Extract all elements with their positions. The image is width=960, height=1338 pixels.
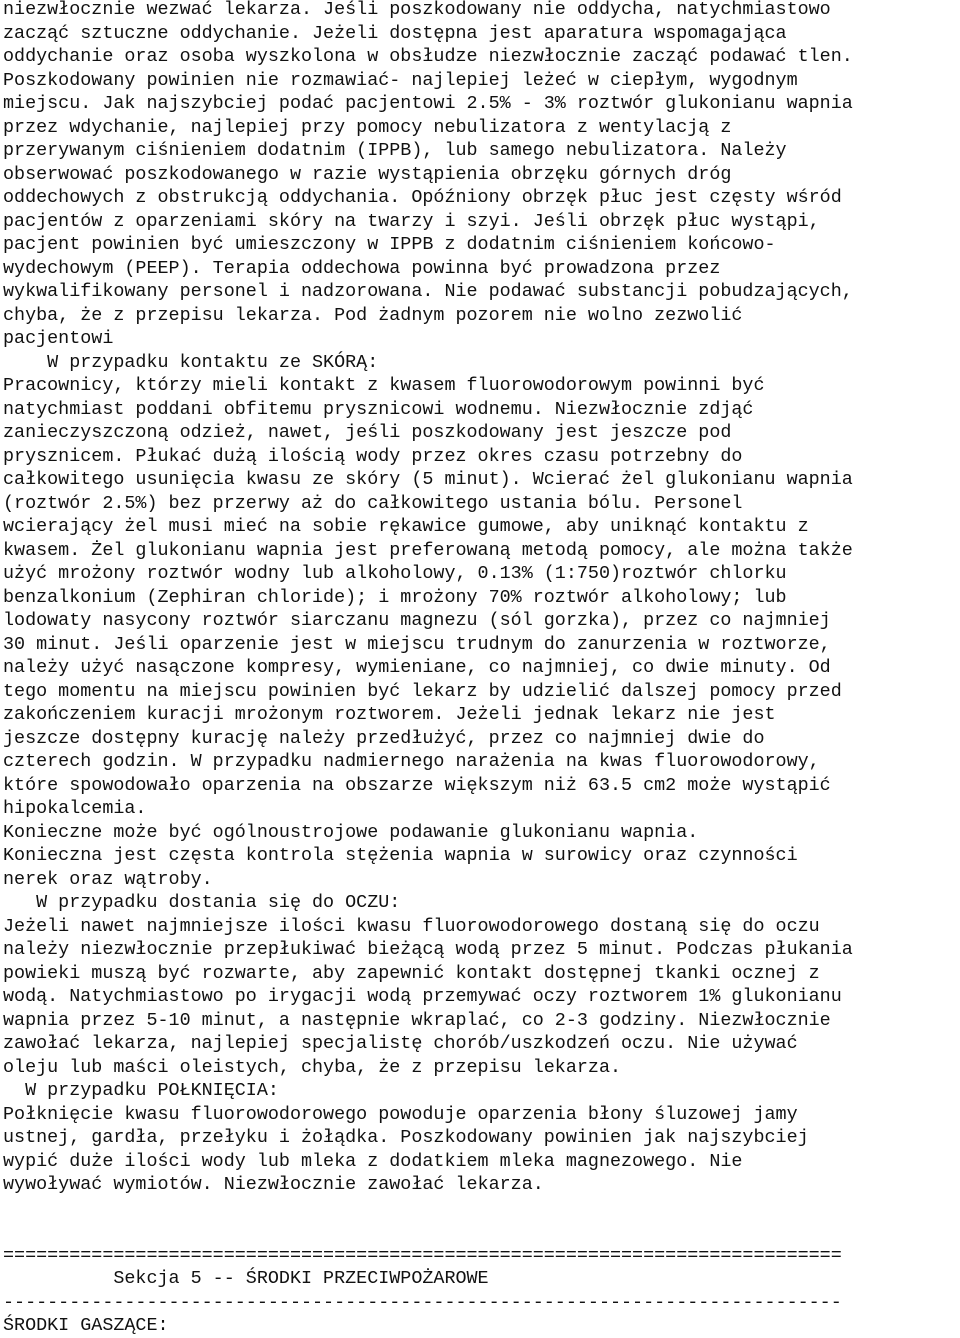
text-line: które spowodowało oparzenia na obszarze większym niż 63.5 cm2 może wystąpić — [3, 774, 831, 796]
text-line: Konieczna jest częsta kontrola stężenia wapnia w surowicy oraz czynności — [3, 845, 798, 866]
section-spacer — [3, 1197, 960, 1244]
text-line: (roztwór 2.5%) bez przerwy aż do całkowitego ustania bólu. Personel — [3, 492, 743, 514]
text-line: pacjentów z oparzeniami skóry na twarzy i szyi. Jeśli obrzęk płuc wystąpi, — [3, 210, 820, 232]
text-line: obserwować poszkodowanego w razie wystąpienia obrzęku górnych dróg — [3, 163, 732, 185]
text-line: czterech godzin. W przypadku nadmiernego narażenia na kwas fluorowodorowy, — [3, 751, 820, 772]
text-line: lodowaty nasycony roztwór siarczanu magnezu (sól gorzka), przez co najmniej — [3, 610, 831, 631]
text-line: natychmiast poddani obfitemu prysznicowi wodnemu. Niezwłocznie zdjąć — [3, 398, 754, 420]
text-line: Pracownicy, którzy mieli kontakt z kwasem fluorowodorowym powinni być — [3, 375, 765, 396]
text-line: zakończeniem kuracji mrożonym roztworem. Jeżeli jednak lekarz nie jest — [3, 704, 776, 725]
section-title: Sekcja 5 -- ŚRODKI PRZECIWPOŻAROWE — [3, 1268, 489, 1289]
text-line: ustnej, gardła, przełyku i żołądka. Poszkodowany powinien jak najszybciej — [3, 1127, 809, 1148]
text-line: wapnia przez 5-10 minut, a następnie wkraplać, co 2-3 godziny. Niezwłocznie — [3, 1009, 831, 1031]
text-line: zawołać lekarza, najlepiej specjalistę chorób/uszkodzeń oczu. Nie używać — [3, 1033, 798, 1054]
text-line: chyba, że z przepisu lekarza. Pod żadnym pozorem nie wolno zezwolić — [3, 304, 743, 326]
extinguishing-media-heading: ŚRODKI GASZĄCE: — [3, 1315, 169, 1336]
text-line: prysznicem. Płukać dużą ilością wody przez okres czasu potrzebny do — [3, 445, 743, 467]
text-line: 30 minut. Jeśli oparzenie jest w miejscu trudnym do zanurzenia w roztworze, — [3, 633, 831, 655]
text-line: W przypadku POŁKNIĘCIA: — [3, 1080, 279, 1101]
text-line: należy użyć nasączone kompresy, wymieniane, co najmniej, co dwie minuty. Od — [3, 657, 831, 678]
text-line: użyć mrożony roztwór wodny lub alkoholowy, 0.13% (1:750)roztwór chlorku — [3, 563, 787, 584]
text-line: pacjent powinien być umieszczony w IPPB z dodatnim ciśnieniem końcowo- — [3, 234, 776, 255]
document-body — [3, 0, 960, 1197]
text-line: należy niezwłocznie przepłukiwać bieżącą wodą przez 5 minut. Podczas płukania — [3, 939, 853, 960]
text-line: zacząć sztuczne oddychanie. Jeżeli dostępna jest aparatura wspomagająca — [3, 22, 787, 44]
text-line: niezwłocznie wezwać lekarza. Jeśli poszkodowany nie oddycha, natychmiastowo — [3, 0, 831, 20]
text-line: wydechowym (PEEP). Terapia oddechowa powinna być prowadzona przez — [3, 257, 721, 279]
text-line: hipokalcemia. — [3, 798, 147, 819]
text-line: Jeżeli nawet najmniejsze ilości kwasu fluorowodorowego dostaną się do oczu — [3, 915, 820, 937]
text-line: Połknięcie kwasu fluorowodorowego powoduje oparzenia błony śluzowej jamy — [3, 1103, 798, 1125]
text-line: benzalkonium (Zephiran chloride); i mrożony 70% roztwór alkoholowy; lub — [3, 586, 787, 608]
text-line: wcierający żel musi mieć na sobie rękawice gumowe, aby uniknąć kontaktu z — [3, 516, 809, 537]
text-line: całkowitego usunięcia kwasu ze skóry (5 minut). Wcierać żel glukonianu wapnia — [3, 469, 853, 490]
text-line: jeszcze dostępny kurację należy przedłużyć, przez co najmniej dwie do — [3, 727, 765, 749]
double-rule-divider: ============================================================================ — [3, 1244, 842, 1266]
text-line: nerek oraz wątroby. — [3, 868, 213, 890]
text-line: wypić duże ilości wody lub mleka z dodatkiem mleka magnezowego. Nie — [3, 1150, 743, 1172]
text-line: wykwalifikowany personel i nadzorowana. Nie podawać substancji pobudzających, — [3, 281, 853, 302]
text-line: oddychanie oraz osoba wyszkolona w obsłudze niezwłocznie zacząć podawać tlen. — [3, 46, 853, 67]
text-line: kwasem. Żel glukonianu wapnia jest preferowaną metodą pomocy, ale można także — [3, 539, 853, 561]
text-line: wywoływać wymiotów. Niezwłocznie zawołać lekarza. — [3, 1174, 544, 1195]
text-line: pacjentowi — [3, 328, 114, 349]
text-line: tego momentu na miejscu powinien być lekarz by udzielić dalszej pomocy przed — [3, 680, 842, 702]
text-line: oddechowych z obstrukcją oddychania. Opóźniony obrzęk płuc jest częsty wśród — [3, 187, 842, 208]
text-line: Poszkodowany powinien nie rozmawiać- najlepiej leżeć w ciepłym, wygodnym — [3, 69, 798, 91]
text-line: Konieczne może być ogólnoustrojowe podawanie glukonianu wapnia. — [3, 821, 699, 843]
text-line: oleju lub maści oleistych, chyba, że z przepisu lekarza. — [3, 1056, 622, 1078]
text-line: zanieczyszczoną odzież, nawet, jeśli poszkodowany jest jeszcze pod — [3, 422, 732, 443]
text-line: powieki muszą być rozwarte, aby zapewnić kontakt dostępnej tkanki ocznej z — [3, 962, 820, 984]
text-line: W przypadku kontaktu ze SKÓRĄ: — [3, 351, 379, 373]
single-rule-divider: ---------------------------------------------------------------------------- — [3, 1291, 842, 1313]
text-line: miejscu. Jak najszybciej podać pacjentowi 2.5% - 3% roztwór glukonianu wapnia — [3, 93, 853, 114]
text-line: przerywanym ciśnieniem dodatnim (IPPB), lub samego nebulizatora. Należy — [3, 140, 787, 161]
text-line: wodą. Natychmiastowo po irygacji wodą przemywać oczy roztworem 1% glukonianu — [3, 986, 842, 1007]
text-line: W przypadku dostania się do OCZU: — [3, 892, 401, 913]
text-line: przez wdychanie, najlepiej przy pomocy nebulizatora z wentylacją z — [3, 116, 732, 138]
